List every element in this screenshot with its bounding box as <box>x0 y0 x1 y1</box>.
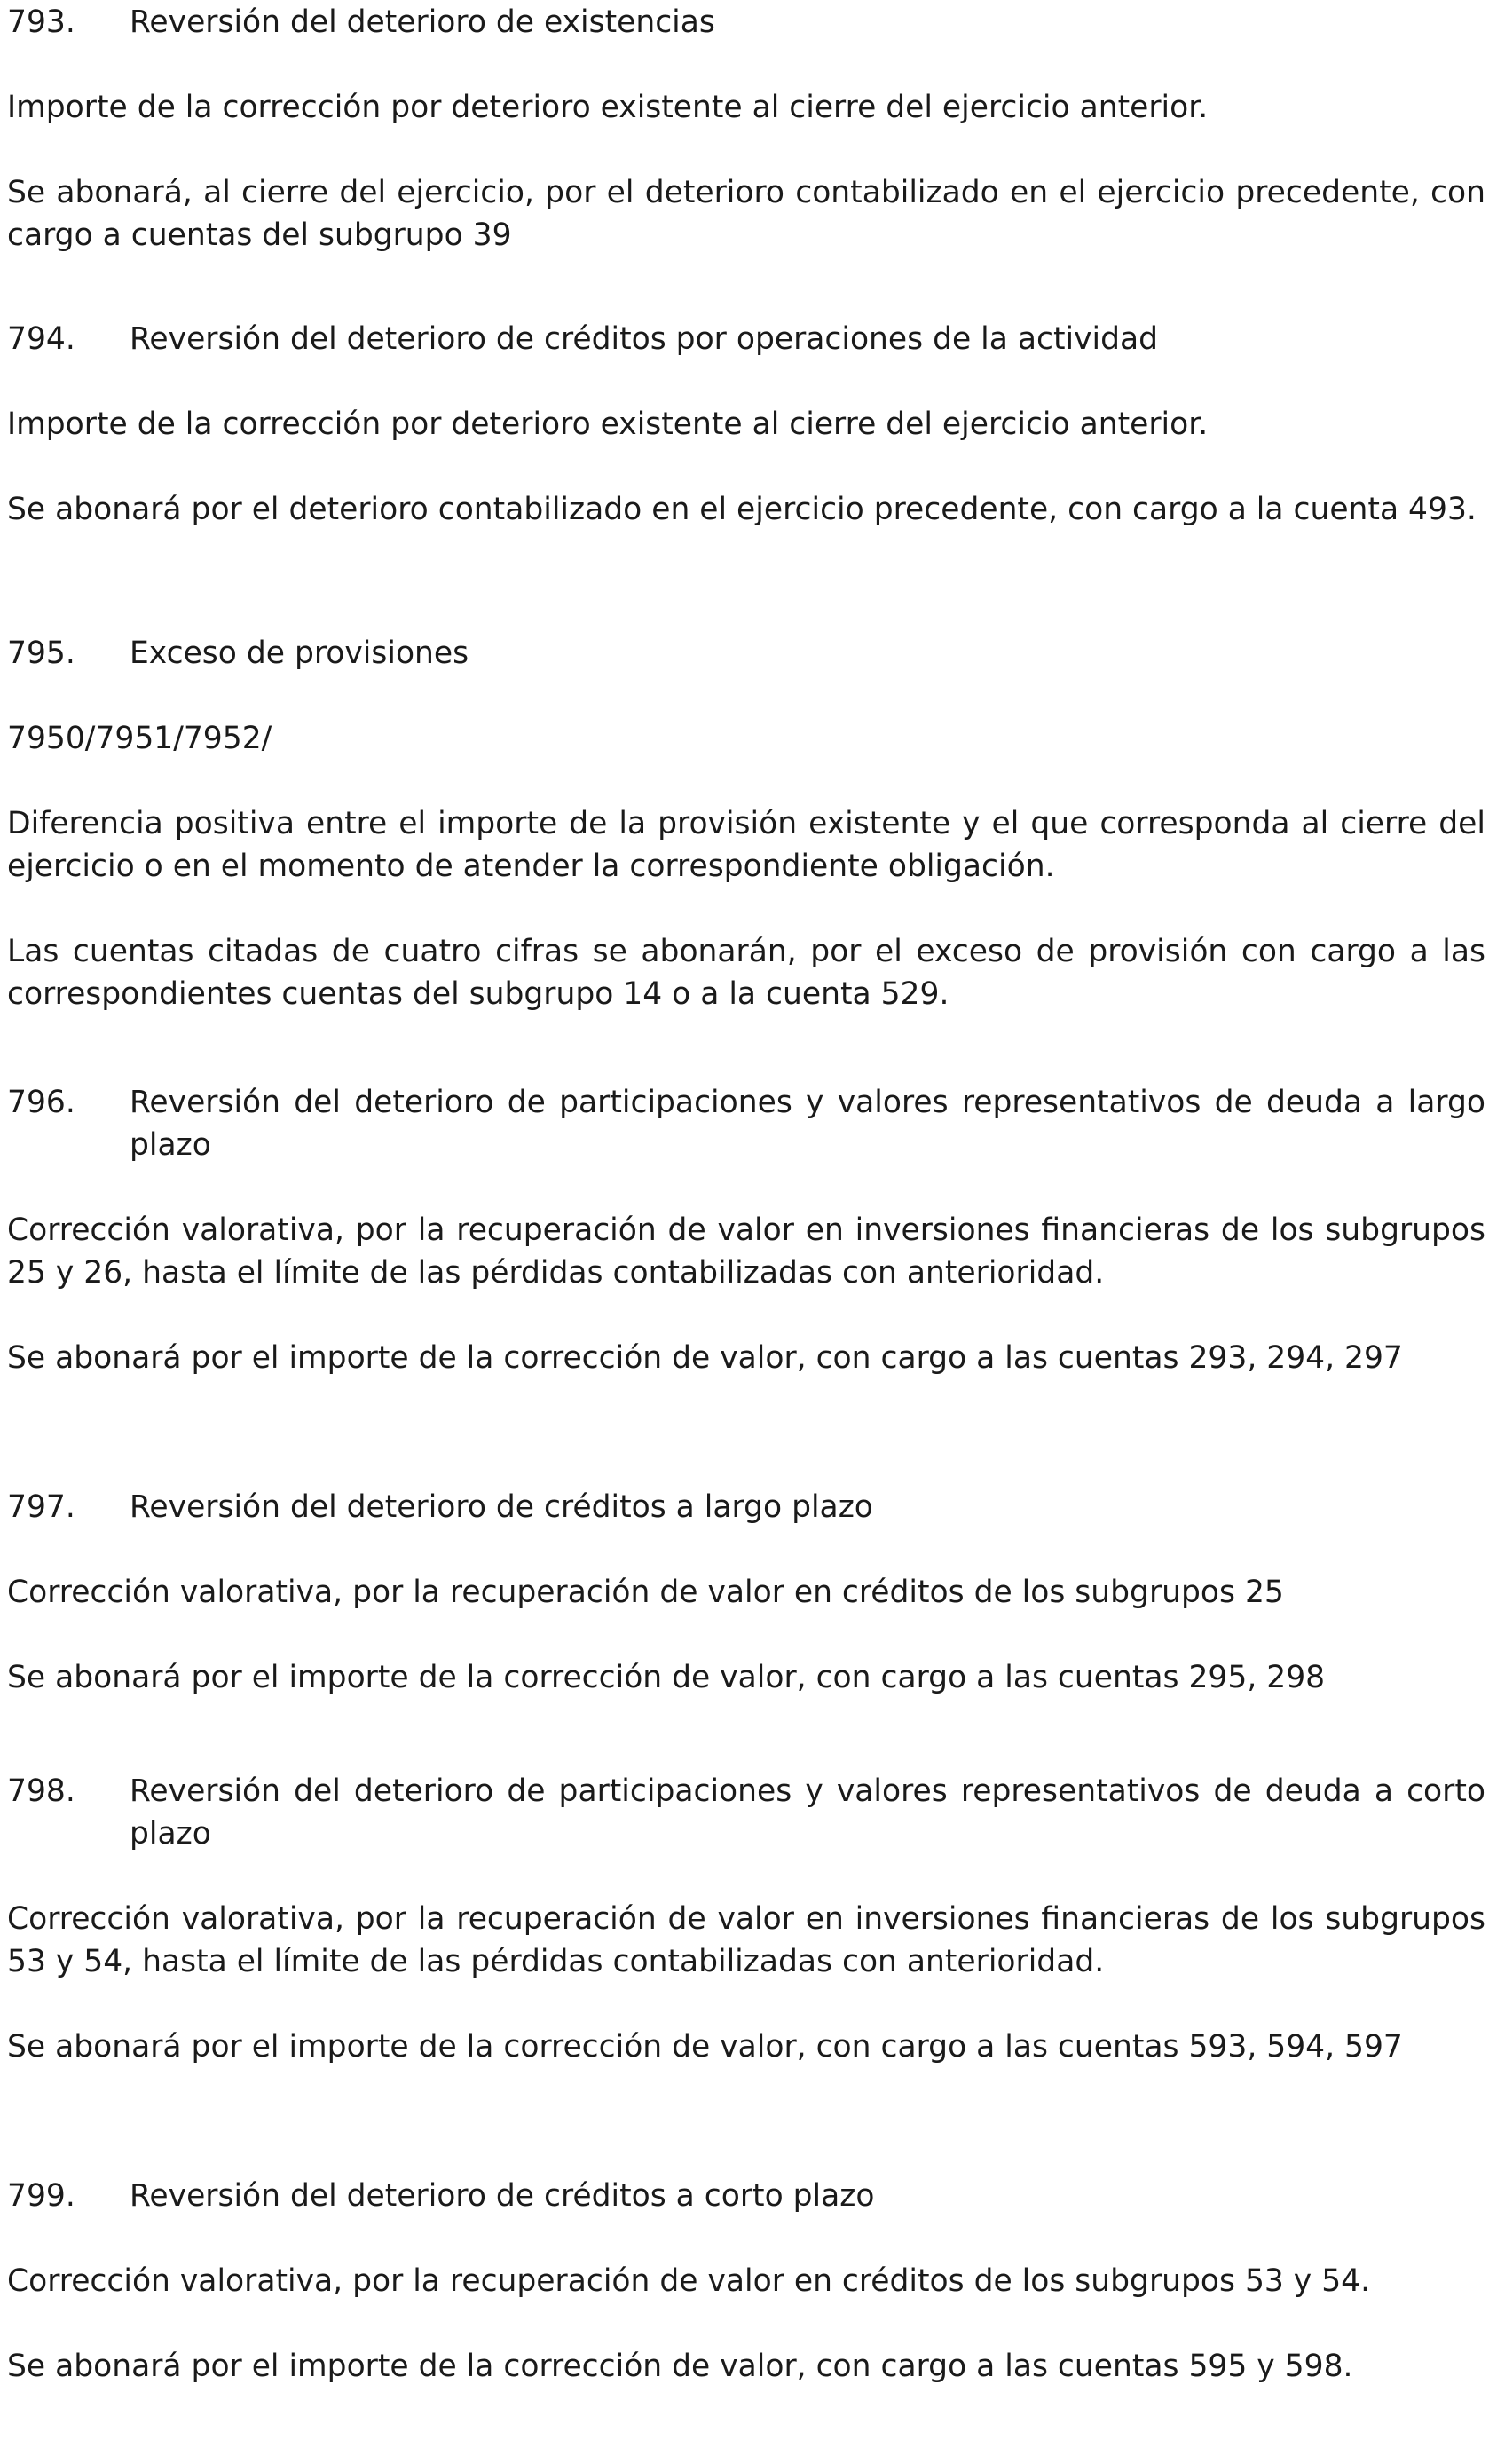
section-paragraph: 7950/7951/7952/ <box>7 721 272 756</box>
section-795 <box>7 632 1485 1015</box>
section-paragraph: Importe de la corrección por deterioro existente al cierre del ejercicio anterior. <box>7 90 1209 125</box>
section-paragraph: Las cuentas citadas de cuatro cifras se abonarán, por el exceso de provisión con cargo a las correspondientes cuentas del subgrupo 14 o a la cuenta 529. <box>7 934 1485 1012</box>
section-paragraph: Corrección valorativa, por la recuperación de valor en inversiones financieras de los subgrupos 53 y 54, hasta el límite de las pérdidas contabilizadas con anterioridad. <box>7 1901 1485 1979</box>
section-heading <box>7 1486 1485 1528</box>
section-number: 797. <box>7 1489 75 1525</box>
section-number: 796. <box>7 1085 75 1120</box>
section-paragraph: Se abonará por el importe de la corrección de valor, con cargo a las cuentas 293, 294, 297 <box>7 1340 1403 1376</box>
section-797 <box>7 1486 1485 1699</box>
section-number: 799. <box>7 2178 75 2214</box>
section-number: 794. <box>7 321 75 357</box>
section-number: 795. <box>7 636 75 671</box>
section-title: Reversión del deterioro de créditos a largo plazo <box>130 1489 873 1525</box>
section-798 <box>7 1770 1485 2068</box>
section-794 <box>7 318 1485 531</box>
section-paragraph: Corrección valorativa, por la recuperación de valor en créditos de los subgrupos 25 <box>7 1575 1284 1610</box>
section-heading <box>7 2175 1485 2217</box>
section-heading <box>7 632 1485 675</box>
section-number: 793. <box>7 4 75 40</box>
section-paragraph: Se abonará por el importe de la corrección de valor, con cargo a las cuentas 593, 594, 597 <box>7 2029 1403 2065</box>
section-heading <box>7 318 1485 360</box>
section-title: Reversión del deterioro de créditos a corto plazo <box>130 2178 875 2214</box>
section-title: Reversión del deterioro de existencias <box>130 4 715 40</box>
section-paragraph: Corrección valorativa, por la recuperación de valor en inversiones financieras de los subgrupos 25 y 26, hasta el límite de las pérdidas contabilizadas con anterioridad. <box>7 1212 1485 1291</box>
section-paragraph: Se abonará por el importe de la corrección de valor, con cargo a las cuentas 595 y 598. <box>7 2349 1353 2384</box>
section-title: Reversión del deterioro de créditos por operaciones de la actividad <box>130 321 1159 357</box>
section-paragraph: Importe de la corrección por deterioro existente al cierre del ejercicio anterior. <box>7 407 1209 442</box>
section-paragraph: Se abonará por el deterioro contabilizado en el ejercicio precedente, con cargo a la cuenta 493. <box>7 492 1477 527</box>
section-paragraph: Diferencia positiva entre el importe de la provisión existente y el que corresponda al cierre del ejercicio o en el momento de atender la correspondiente obligación. <box>7 806 1485 884</box>
section-796 <box>7 1081 1485 1379</box>
section-number: 798. <box>7 1773 75 1809</box>
section-heading <box>7 1 1485 43</box>
section-title: Exceso de provisiones <box>130 636 469 671</box>
section-793 <box>7 1 1485 257</box>
section-799 <box>7 2175 1485 2388</box>
section-paragraph: Corrección valorativa, por la recuperación de valor en créditos de los subgrupos 53 y 54. <box>7 2263 1371 2299</box>
section-heading <box>7 1081 1485 1166</box>
section-title: Reversión del deterioro de participaciones y valores representativos de deuda a largo plazo <box>130 1085 1485 1163</box>
section-title: Reversión del deterioro de participaciones y valores representativos de deuda a corto plazo <box>130 1773 1485 1852</box>
section-paragraph: Se abonará, al cierre del ejercicio, por el deterioro contabilizado en el ejercicio precedente, con cargo a cuentas del subgrupo 39 <box>7 175 1485 253</box>
section-paragraph: Se abonará por el importe de la corrección de valor, con cargo a las cuentas 295, 298 <box>7 1660 1326 1695</box>
section-heading <box>7 1770 1485 1855</box>
